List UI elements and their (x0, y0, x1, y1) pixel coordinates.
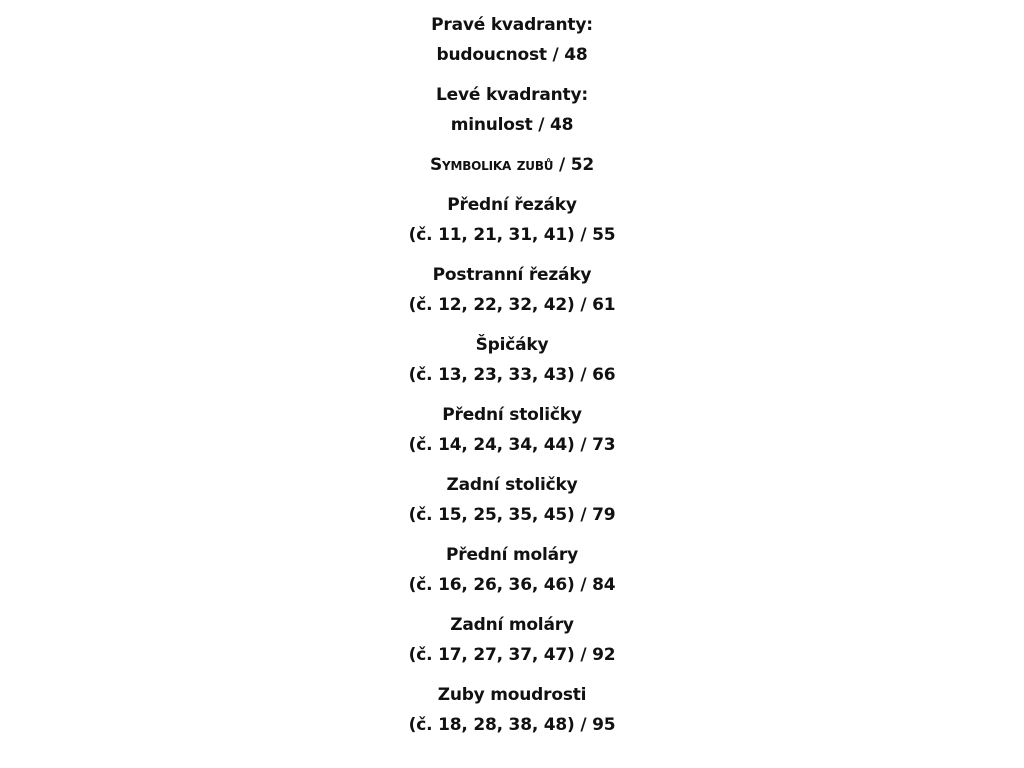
toc-entry-left-quadrants (0, 80, 1024, 140)
toc-entry-title: Pravé kvadranty: (431, 15, 593, 35)
toc-entry-title: Přední stoličky (442, 405, 582, 425)
toc-entry-title: Zadní stoličky (446, 475, 578, 495)
toc-entry (0, 610, 1024, 670)
toc-entry-title: Špičáky (475, 335, 549, 355)
toc-entry (0, 470, 1024, 530)
toc-entry-subtitle: (č. 17, 27, 37, 47) / 92 (408, 645, 616, 665)
toc-entry-subtitle: (č. 18, 28, 38, 48) / 95 (408, 715, 616, 735)
table-of-contents (0, 10, 1024, 750)
toc-entry-subtitle: budoucnost / 48 (436, 45, 588, 65)
toc-entry-subtitle: minulost / 48 (450, 115, 574, 135)
toc-entry (0, 540, 1024, 600)
toc-entry (0, 680, 1024, 740)
toc-entry-right-quadrants (0, 10, 1024, 70)
toc-entry-subtitle: (č. 14, 24, 34, 44) / 73 (408, 435, 616, 455)
section-title: Symbolika zubů (429, 155, 554, 175)
toc-entry-title: Postranní řezáky (432, 265, 592, 285)
toc-entry-title: Zadní moláry (450, 615, 574, 635)
toc-entry-subtitle: (č. 13, 23, 33, 43) / 66 (408, 365, 616, 385)
section-page: / 52 (559, 155, 595, 175)
toc-entry-title: Zuby moudrosti (437, 685, 587, 705)
toc-entry-title: Přední řezáky (447, 195, 577, 215)
toc-entry-subtitle: (č. 12, 22, 32, 42) / 61 (408, 295, 616, 315)
toc-entry-title: Přední moláry (446, 545, 578, 565)
toc-entry-subtitle: (č. 15, 25, 35, 45) / 79 (408, 505, 616, 525)
toc-section-heading (0, 150, 1024, 180)
toc-entry (0, 190, 1024, 250)
toc-entry (0, 260, 1024, 320)
toc-entry-subtitle: (č. 16, 26, 36, 46) / 84 (408, 575, 616, 595)
toc-entry (0, 330, 1024, 390)
toc-entry-subtitle: (č. 11, 21, 31, 41) / 55 (408, 225, 616, 245)
toc-entry-title: Levé kvadranty: (436, 85, 588, 105)
toc-entry (0, 400, 1024, 460)
